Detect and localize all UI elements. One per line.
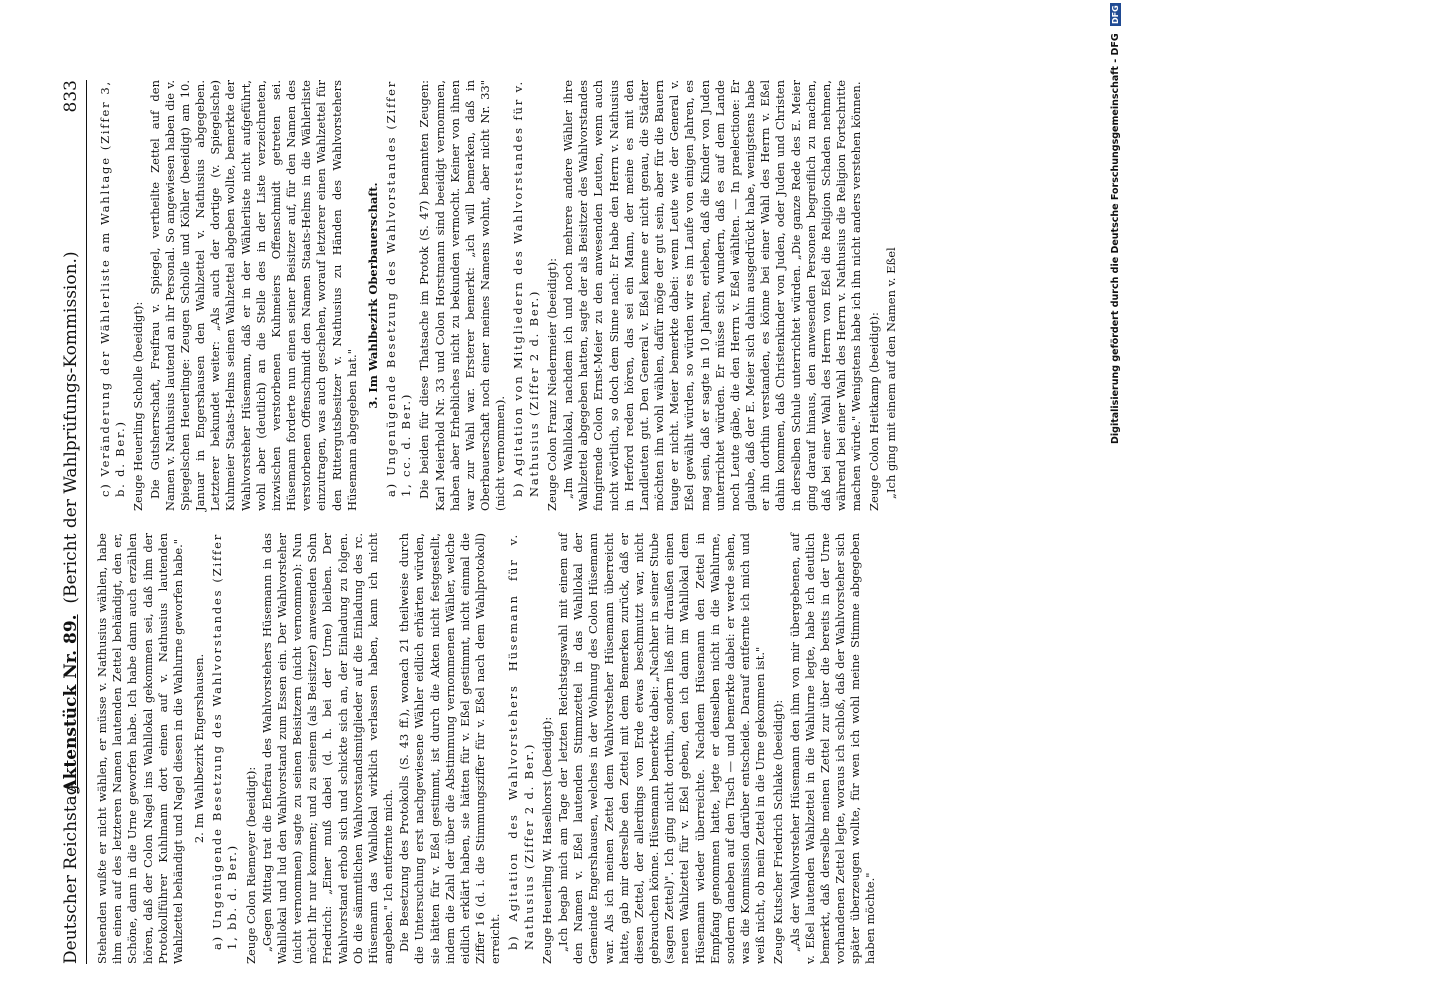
subheading-agitation-huesemann: b) Agitation des Wahlvorstehers Hüsemann für v. Nathusius (Ziffer 2 d. Ber.) <box>506 533 536 950</box>
dfg-logo: DFG <box>1111 5 1120 24</box>
header-report-title: (Bericht der Wahlprüfungs-Kommission.) <box>61 251 81 604</box>
section-heading-oberbauerschaft: 3. Im Wahlbezirk Oberbauerschaft. <box>365 182 380 409</box>
right-paragraph-1: Die Gutsherrschaft, Freifrau v. Spiegel, vertheilte Zettel auf den Namen v. Nathusius lautend an ihr Personal. So angewiesen haben die v. Spiegelschen Heuerlinge: Zeugen Scholle und Köhler (beeidigt) am 10. Januar in Engershausen den Wahlzettel v. Nathusius abgegeben. Letzterer bekundet weiter: „Als auch der dortige (v. Spiegelsche) Kuhmeier Staats-Helms seinen Wahlzettel abgeben wollte, bemerkte der Wahlvorsteher Hüsemann, daß er in der Wählerliste nicht aufgeführt, wohl aber (deutlich) an die Stelle des in der Liste verzeichneten, inzwischen verstorbenen Kuhmeiers Offenschmidt getreten sei. Hüsemann forderte nun einen seiner Beisitzer auf, für den Namen des verstorbenen Offenschmidt den Namen Staats-Helms in die Wählerliste einzutragen, was auch geschehen, worauf letzterer einen Wahlzettel für den Rittergutsbesitzer v. Nathusius zu Händen des Wahlvorstehers Hüsemann abgegeben hat." <box>147 80 359 511</box>
witness-scholle: Zeuge Heuerling Scholle (beeidigt): <box>131 301 146 511</box>
subheading-agitation-mitglieder: b) Agitation von Mitgliedern des Wahlvorstandes für v. Nathusius (Ziffer 2 d. Ber.) <box>511 80 541 497</box>
header-document-number: Aktenstück Nr. 89. <box>61 614 81 793</box>
section-heading-engershausen: 2. Im Wahlbezirk Engershausen. <box>192 653 207 844</box>
page-number: 833 <box>61 80 81 113</box>
witness-haselhorst: Zeuge Heuerling W. Haselhorst (beeidigt): <box>539 716 554 964</box>
left-paragraph-2: „Gegen Mittag trat die Ehefrau des Wahlvorstehers Hüsemann in das Wahllokal und lud den Wahlvorstand zum Essen ein. Der Wahlvorsteher (nicht vernommen) sagte zu seinen Beisitzern (nicht vernommen): Nun möcht Ihr nur kommen; und zu seinem (als Beisitzer) anwesenden Sohn Friedrich: „Einer muß dabei (d. h. bei der Urne) bleiben. Der Wahlvorstand erhob sich und schickte sich an, der Einladung zu folgen. Ob die sämmtlichen Wahlvorstandsmitglieder auf die Einladung des rc. Hüsemann das Wahllokal wirklich verlassen haben, kann ich nicht angeben." Ich entfernte mich. <box>259 533 396 964</box>
header-center <box>61 80 81 964</box>
right-paragraph-3: „Im Wahllokal, nachdem ich und noch mehrere andere Wähler ihre Wahlzettel abgegeben hatten, sagte der als Beisitzer des Wahlvorstandes fungirende Colon Ernst-Meier zu den anwesenden Leuten, wenn auch nicht wörtlich, so doch dem Sinne nach: Er habe den Herrn v. Nathusius in Herford reden hören, das sei ein Mann, der meine es mit den Landleuten gut. Den General v. Eßel kenne er nicht genau, die Städter möchten ihn wohl wählen, dafür möge der gut sein, aber für die Bauern tauge er nicht. Meier bemerkte dabei: wenn Leute wie der General v. Eßel gewählt würden, so würden wir es im Laufe von einigen Jahren, es mag sein, daß er sagte in 10 Jahren, erleben, daß die Kinder von Juden unterrichtet würden. Er müsse sich wundern, daß es auf dem Lande noch Leute gäbe, die den Herrn v. Eßel wählten. — In praelectione: Er glaube, daß der E. Meier sich dahin ausgedrückt habe, wenigstens habe er ihn dorthin verstanden, es könne bei einer Wahl des Herrn v. Eßel dahin kommen, daß Christenkinder von Juden, oder Juden und Christen in derselben Schule unterrichtet würden. „Die ganze Rede des E. Meier ging darauf hinaus, den anwesenden Personen begreiflich zu machen, daß bei einer Wahl des Herrn von Eßel die Religion Schaden nehmen, während bei einer Wahl des Herrn v. Nathusius die Religion Fortschritte machen würde." Wenigstens habe ich ihn nicht anders verstehen können. <box>560 80 864 511</box>
right-paragraph-4: „Ich ging mit einem auf den Namen v. Eßel <box>883 247 898 499</box>
witness-schlake: Zeuge Kutscher Friedrich Schlake (beeidigt): <box>771 699 786 964</box>
subheading-waehlerliste: c) Veränderung der Wählerliste am Wahltage (Ziffer 3, b. d. Ber.) <box>98 80 128 497</box>
digitization-note-text: Digitalisierung gefördert durch die Deutsche Forschungsgemeinschaft - DFG <box>1110 32 1121 444</box>
witness-heitkamp: Zeuge Colon Heitkamp (beeidigt): <box>867 312 882 511</box>
text-columns <box>95 80 900 964</box>
right-paragraph-2: Die beiden für diese Thatsache im Protok (S. 47) benannten Zeugen: Karl Meierhold Nr. 33 und Colon Horstmann sind beeidigt vernommen, haben aber Erhebliches nicht zu bekunden vermocht. Keiner von ihnen war zur Wahl war. Ersterer bemerkt: „ich will bemerken, daß in Oberbauerschaft noch einer meines Namens wohnt, aber nicht Nr. 33" (nicht vernommen). <box>417 80 508 511</box>
witness-riemeyer: Zeuge Colon Riemeyer (beeidigt): <box>243 766 258 964</box>
header-left: Deutscher Reichstag. <box>61 779 81 964</box>
left-paragraph-5: „Als der Wahlvorsteher Hüsemann den ihm von mir übergebenen, auf v. Eßel lautenden Wahlzettel in die Wahlurne legte, habe ich deutlich bemerkt, daß derselbe meinen Zettel zur über die bereits in der Urne vorhandenen Zettel legte, woraus ich schloß, daß der Wahlvorsteher sich später überzeugen wollte, für wen ich wohl meine Stimme abgegeben haben möchte." <box>787 533 878 964</box>
left-paragraph-3: Die Besetzung des Protokolls (S. 43 ff.), wonach 21 theilweise durch die Untersuchung erst nachgewiesene Wähler eidlich erhärten würden, sie hätten für v. Eßel gestimmt, ist durch die Akten nicht festgestellt, indem die Zahl der über die Abstimmung vernommenen Wähler, welche eidlich erklärt haben, sie hätten für v. Eßel gestimmt, nicht einmal die Ziffer 16 (d. i. die Stimmungsziffer für v. Eßel nach dem Wahlprotokoll) erreicht. <box>397 533 503 964</box>
left-paragraph-1: Stehenden wußte er nicht wählen, er müsse v. Nathusius wählen, habe ihm einen auf des letzteren Namen lautenden Zettel behändigt, den er, Schöne, dann in die Urne geworfen habe. Ich habe dann auch erzählen hören, daß der Colon Nagel ins Wahllokal gekommen sei, daß ihm der Protokollführer Kuhlmann dort einen auf v. Nathusius lautenden Wahlzettel behändigt und Nagel diesen in die Wahlurne geworfen habe." <box>95 533 185 964</box>
left-column <box>95 533 900 964</box>
digitization-note <box>1110 3 1121 997</box>
witness-niedermeier: Zeuge Colon Franz Niedermeier (beeidigt): <box>544 258 559 511</box>
subheading-wahlvorstand: a) Ungenügende Besetzung des Wahlvorstandes (Ziffer 1, bb. d. Ber.) <box>210 533 240 950</box>
right-column <box>95 80 900 511</box>
left-paragraph-4: „Ich begab mich am Tage der letzten Reichstagswahl mit einem auf den Namen v. Eßel lautenden Stimmzettel in das Wahllokal der Gemeinde Engershausen, welches in der Wohnung des Colon Hüsemann war. Als ich meinen Zettel dem Wahlvorsteher Hüsemann überreicht hatte, gab mir derselbe den Zettel mit dem Bemerken zurück, daß er diesen Zettel, der allerdings von Erde etwas beschmutzt war, nicht gebrauchen könne. Hüsemann bemerkte dabei: „Nachher in seiner Stube (sagen Zettel)". Ich ging nicht dorthin, sondern ließ mir draußen einen neuen Wahlzettel für v. Eßel geben, den ich dann im Wahllokal dem Hüsemann wieder überreichte. Nachdem Hüsemann den Zettel in Empfang genommen hatte, legte er denselben nicht in die Wahlurne, sondern daneben auf den Tisch — und bemerkte dabei: er werde sehen, was die Kommission darüber entscheide. Darauf entfernte ich mich und weiß nicht, ob mein Zettel in die Urne gekommen ist." <box>555 533 768 964</box>
running-head <box>56 80 87 964</box>
subheading-besetzung-oberbauerschaft: a) Ungenügende Besetzung des Wahlvorstandes (Ziffer 1, cc. d. Ber.) <box>384 80 414 497</box>
